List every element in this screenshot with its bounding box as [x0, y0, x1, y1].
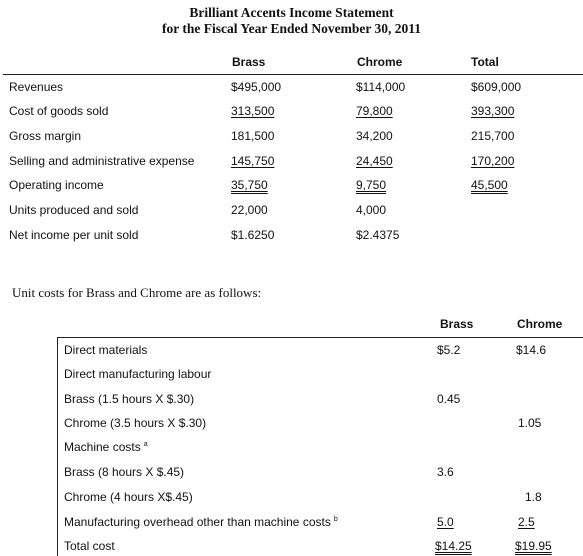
brass-value: 0.45: [437, 392, 461, 406]
row-label: Cost of goods sold: [9, 104, 109, 118]
total-value: $609,000: [471, 80, 522, 94]
chrome-value: $114,000: [356, 80, 406, 94]
row-label: Brass (8 hours X $.45): [64, 465, 185, 479]
chrome-value: $19.95: [515, 539, 552, 553]
chrome-value: $14.6: [516, 343, 547, 357]
total-value: 215,700: [471, 129, 515, 143]
total-value: 45,500: [471, 178, 508, 192]
row-label: Revenues: [9, 80, 64, 94]
footnote-marker-a: a: [143, 441, 148, 448]
unit-col-header-chrome: Chrome: [517, 317, 563, 331]
brass-value: 35,750: [231, 178, 268, 192]
unit-col-header-brass: Brass: [440, 317, 474, 331]
col-header-brass: Brass: [232, 55, 266, 69]
chrome-value: 34,200: [356, 129, 393, 143]
brass-value: 181,500: [231, 129, 275, 143]
col-header-total: Total: [471, 55, 499, 69]
row-label: Manufacturing overhead other than machine costs: [64, 515, 331, 529]
brass-value: 313,500: [231, 104, 275, 118]
brass-value: 22,000: [231, 203, 268, 217]
row-label: Units produced and sold: [9, 203, 139, 217]
chrome-value: 4,000: [356, 203, 387, 217]
row-label: Gross margin: [9, 129, 82, 143]
chrome-value: 2.5: [518, 515, 535, 529]
brass-value: $1.6250: [231, 228, 275, 242]
chrome-value: 24,450: [356, 154, 393, 168]
chrome-value: 1.05: [518, 416, 542, 430]
row-label: Direct materials: [64, 343, 148, 357]
brass-value: $14.25: [435, 539, 472, 553]
row-label: Net income per unit sold: [9, 228, 139, 242]
brass-value: 5.0: [437, 515, 454, 529]
statement-header-rule: [3, 74, 583, 75]
row-label: Direct manufacturing labour: [64, 367, 212, 381]
row-label: Machine costs: [64, 440, 141, 454]
statement-title: Brilliant Accents Income Statement: [189, 5, 394, 20]
unit-table-header-rule: [57, 337, 583, 338]
chrome-value: 1.8: [525, 490, 542, 504]
footnote-marker-b: b: [333, 516, 338, 523]
unit-costs-intro: Unit costs for Brass and Chrome are as follows:: [12, 285, 262, 300]
row-label: Total cost: [64, 539, 115, 553]
col-header-chrome: Chrome: [357, 55, 403, 69]
total-value: 170,200: [471, 154, 515, 168]
row-label: Brass (1.5 hours X $.30): [64, 392, 195, 406]
chrome-value: 79,800: [356, 104, 393, 118]
row-label: Chrome (3.5 hours X $.30): [64, 416, 207, 430]
row-label: Selling and administrative expense: [9, 154, 195, 168]
chrome-value: $2.4375: [356, 228, 400, 242]
row-label: Chrome (4 hours X$.45): [64, 490, 193, 504]
brass-value: $495,000: [231, 80, 282, 94]
total-value: 393,300: [471, 104, 515, 118]
chrome-value: 9,750: [356, 178, 387, 192]
unit-table-left-rule: [57, 337, 58, 556]
statement-subtitle: for the Fiscal Year Ended November 30, 2011: [162, 21, 421, 36]
row-label: Operating income: [9, 178, 104, 192]
brass-value: $5.2: [437, 343, 461, 357]
brass-value: 3.6: [437, 465, 454, 479]
brass-value: 145,750: [231, 154, 275, 168]
